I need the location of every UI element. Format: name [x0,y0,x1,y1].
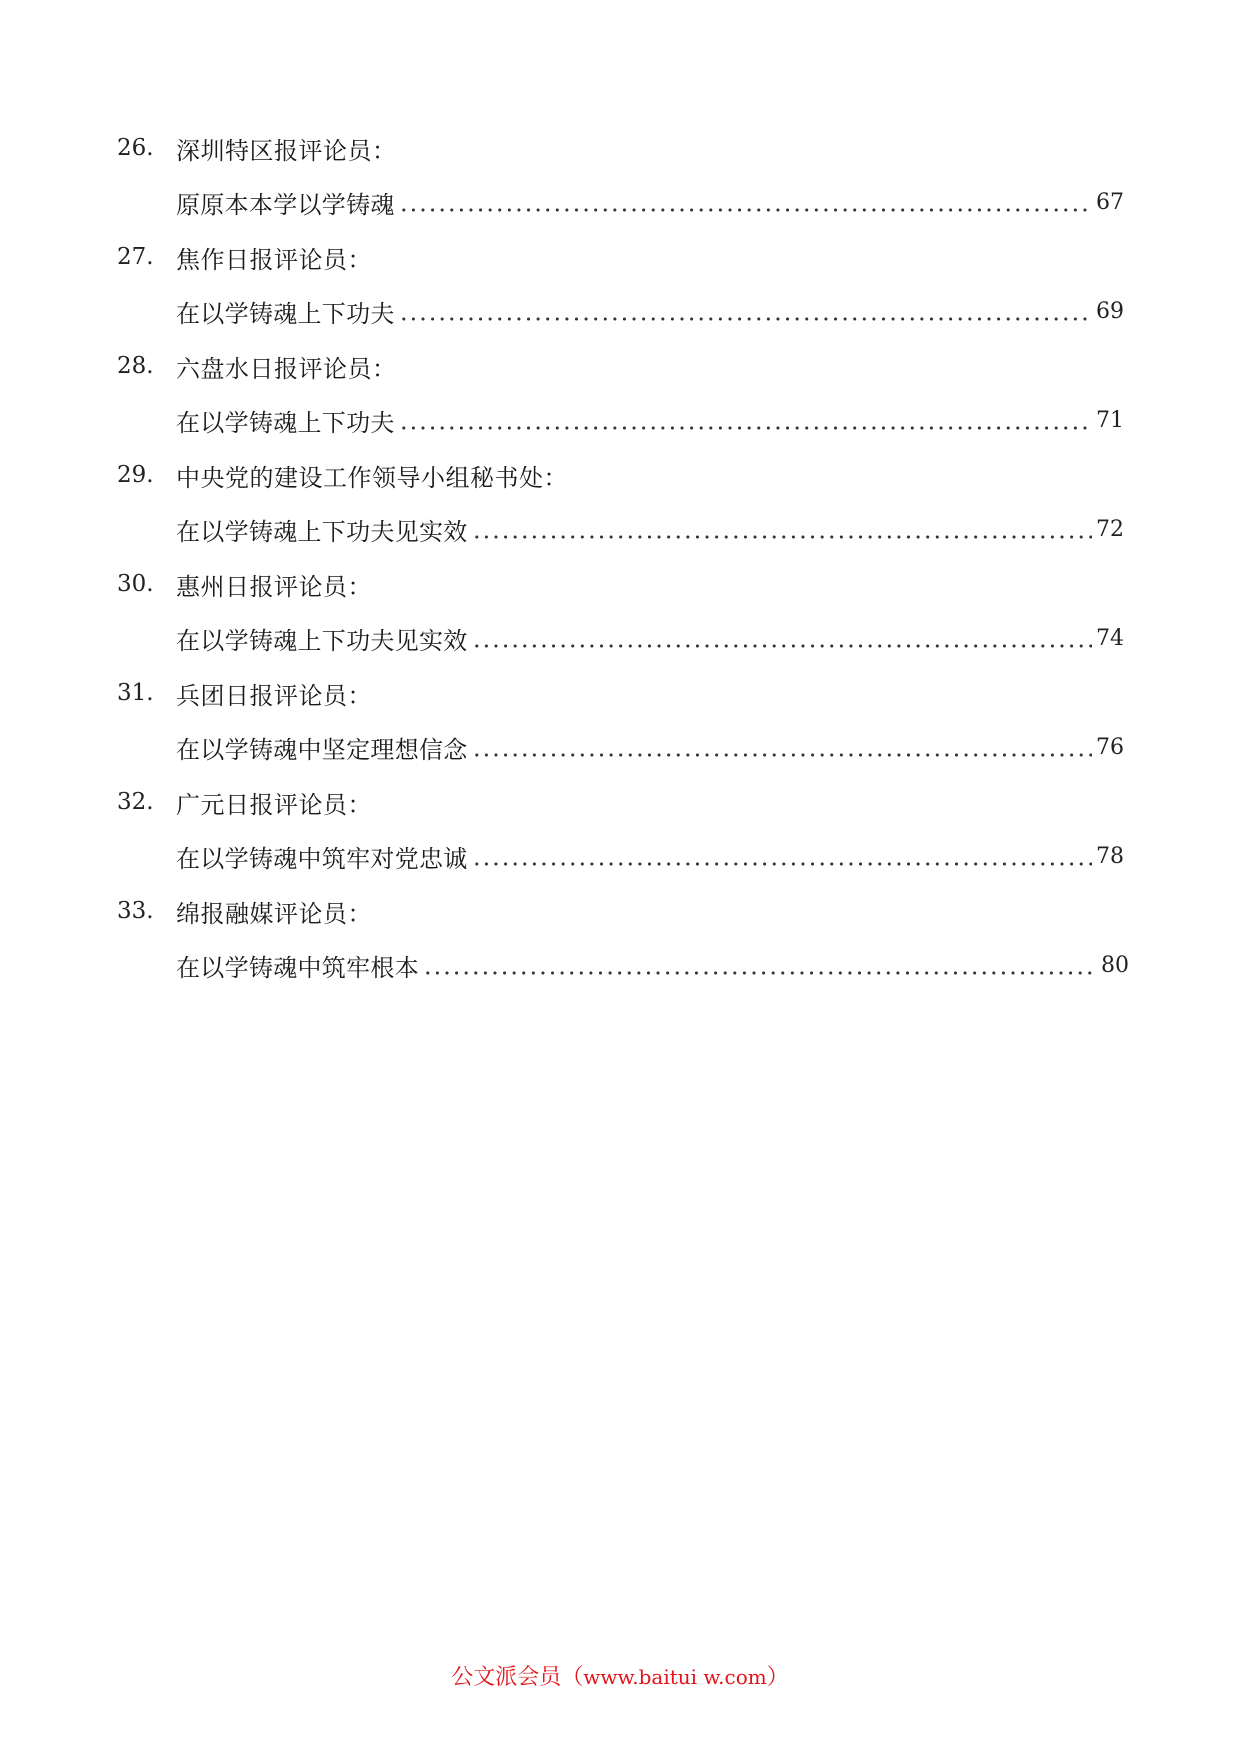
entry-title: 在以学铸魂中筑牢根本 [176,953,419,982]
entry-heading [117,455,568,495]
entry-title-line[interactable] [176,727,1124,767]
entry-title: 在以学铸魂中筑牢对党忠诚 [176,844,468,873]
footer-url-link[interactable]: www.baitui w.com [583,1665,767,1689]
entry-source: 兵团日报评论员： [176,681,372,710]
entry-number: 27. [117,244,154,270]
toc-entry-27 [0,237,1240,346]
dot-leader [472,518,1092,540]
entry-title-line[interactable] [176,509,1124,549]
dot-leader [472,627,1092,649]
dot-leader [399,409,1092,431]
entry-title-line[interactable] [176,836,1124,876]
entry-page-number: 67 [1096,189,1124,215]
toc-entry-30 [0,564,1240,673]
entry-source: 惠州日报评论员： [176,572,372,601]
entry-title: 在以学铸魂上下功夫 [176,408,395,437]
toc-entry-26 [0,128,1240,237]
entry-page-number: 69 [1096,298,1124,324]
entry-number: 28. [117,353,154,379]
footer-close-paren: ） [766,1665,789,1690]
entry-page-number: 76 [1096,734,1124,760]
entry-number: 31. [117,680,154,706]
entry-source: 焦作日报评论员： [176,245,372,274]
entry-source: 六盘水日报评论员： [176,354,397,383]
toc-entry-32 [0,782,1240,891]
entry-page-number: 72 [1096,516,1124,542]
entry-number: 29. [117,462,154,488]
entry-title: 在以学铸魂上下功夫见实效 [176,517,468,546]
entry-number: 26. [117,135,154,161]
entry-heading [117,891,372,931]
footer-watermark [0,1660,1240,1691]
entry-title: 在以学铸魂上下功夫 [176,299,395,328]
entry-title: 在以学铸魂上下功夫见实效 [176,626,468,655]
dot-leader [399,300,1092,322]
entry-title: 原原本本学以学铸魂 [176,190,395,219]
toc-entry-29 [0,455,1240,564]
entry-heading [117,346,397,386]
entry-title-line[interactable] [176,291,1124,331]
entry-title-line[interactable] [176,945,1129,985]
entry-heading [117,128,397,168]
entry-page-number: 78 [1096,843,1124,869]
dot-leader [399,191,1092,213]
dot-leader [472,845,1092,867]
entry-title-line[interactable] [176,182,1124,222]
entry-heading [117,782,372,822]
entry-page-number: 74 [1096,625,1124,651]
entry-heading [117,237,372,277]
entry-number: 33. [117,898,154,924]
entry-heading [117,673,372,713]
toc-entry-33 [0,891,1240,1000]
entry-source: 中央党的建设工作领导小组秘书处： [176,463,568,492]
entry-source: 绵报融媒评论员： [176,899,372,928]
entry-source: 广元日报评论员： [176,790,372,819]
entry-number: 32. [117,789,154,815]
entry-title-line[interactable] [176,618,1124,658]
toc-entry-31 [0,673,1240,782]
entry-page-number: 80 [1101,952,1129,978]
footer-open-paren: （ [561,1665,584,1690]
entry-page-number: 71 [1096,407,1124,433]
dot-leader [423,954,1097,976]
dot-leader [472,736,1092,758]
entry-number: 30. [117,571,154,597]
footer-label: 公文派会员 [451,1665,562,1690]
entry-source: 深圳特区报评论员： [176,136,397,165]
entry-title-line[interactable] [176,400,1124,440]
entry-title: 在以学铸魂中坚定理想信念 [176,735,468,764]
toc-entry-28 [0,346,1240,455]
entry-heading [117,564,372,604]
